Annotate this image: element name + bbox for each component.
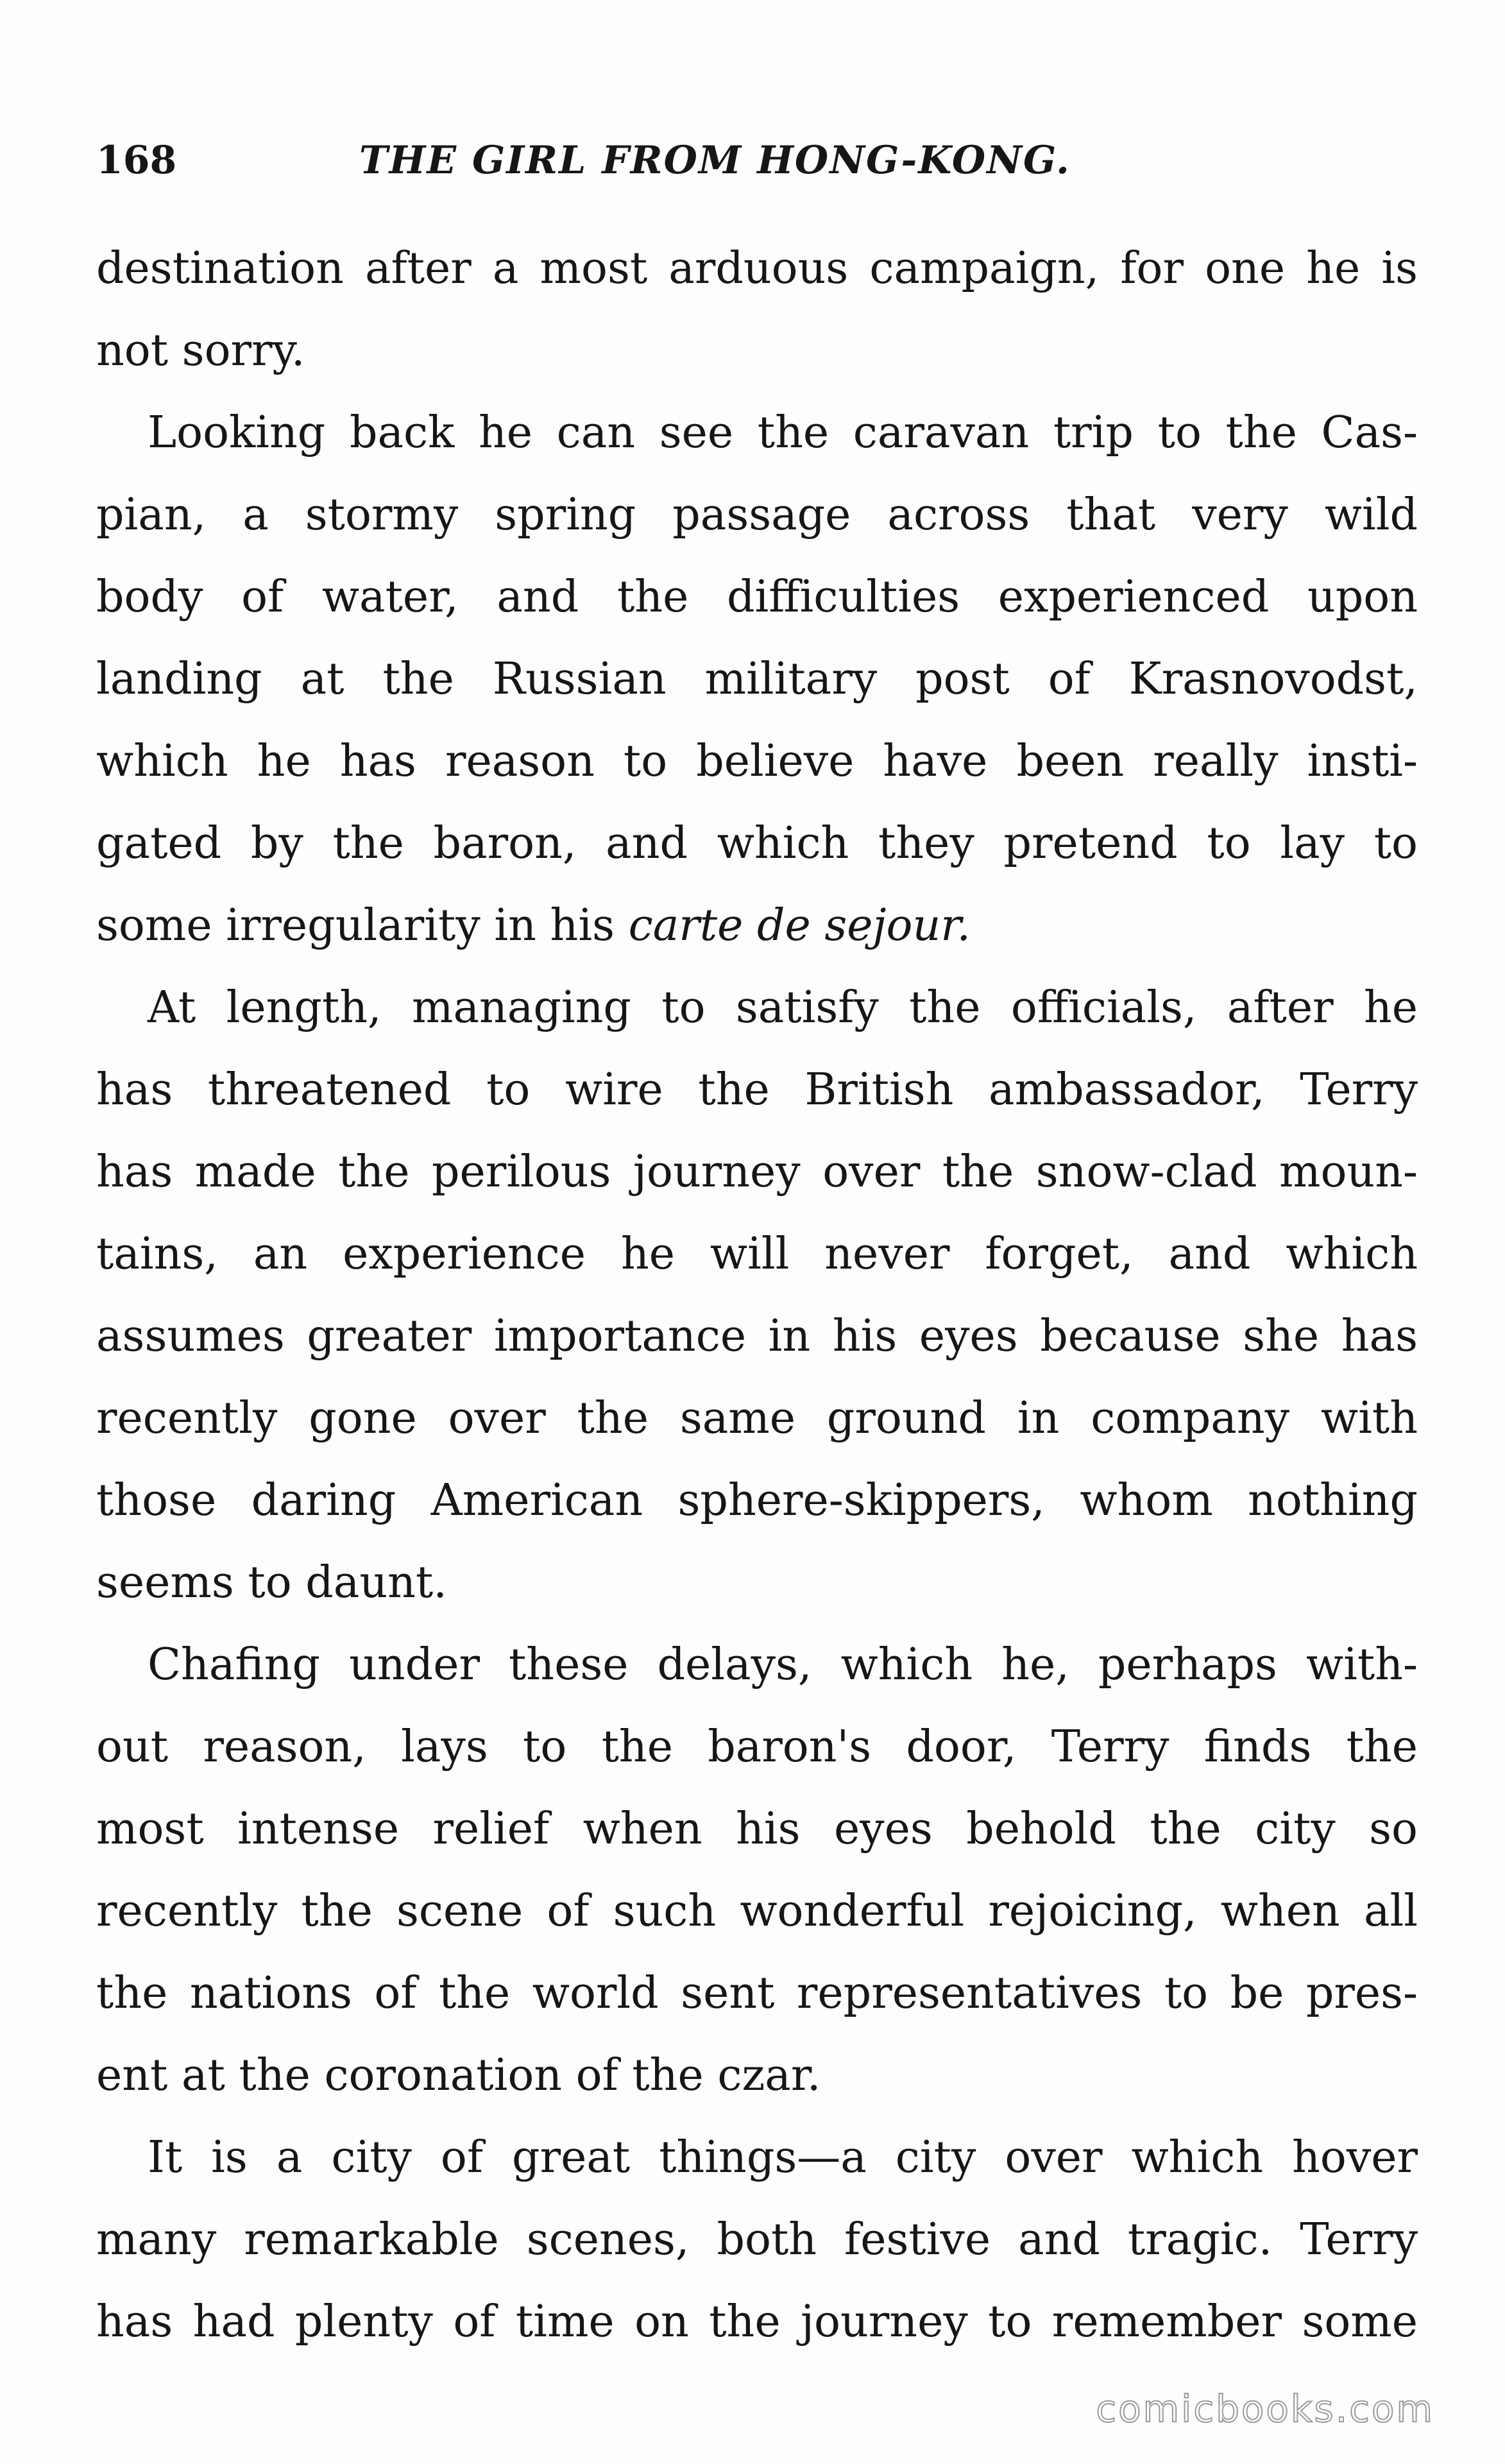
text-line: recently gone over the same ground in company with: [96, 1393, 1418, 1444]
running-head: [96, 132, 1418, 189]
text-line: body of water, and the difficulties experienced upon: [96, 572, 1418, 622]
text-line: ent at the coronation of the czar.: [96, 2050, 821, 2101]
text-line: [96, 885, 1418, 967]
body-text: [96, 228, 1418, 2363]
text-line: has made the perilous journey over the snow-clad moun-: [96, 1147, 1418, 1197]
text-line: those daring American sphere-skippers, whom nothing: [96, 1475, 1418, 1526]
text-segment: some irregularity in his: [96, 900, 629, 951]
text-line: At length, managing to satisfy the officials, after he: [148, 982, 1418, 1033]
italic-phrase: carte de sejour.: [628, 900, 971, 951]
text-line: has had plenty of time on the journey to remember some: [96, 2297, 1418, 2347]
text-line: tains, an experience he will never forget, and which: [96, 1229, 1418, 1279]
text-line: Chafing under these delays, which he, perhaps with-: [148, 1639, 1418, 1690]
text-line: has threatened to wire the British ambassador, Terry: [96, 1065, 1418, 1115]
text-line: gated by the baron, and which they pretend to lay to: [96, 818, 1418, 869]
text-line: out reason, lays to the baron's door, Terry finds the: [96, 1722, 1418, 1772]
text-line: most intense relief when his eyes behold the city so: [96, 1804, 1418, 1854]
text-line: the nations of the world sent representatives to be pres-: [96, 1968, 1418, 2019]
text-line: It is a city of great things—a city over which hover: [148, 2132, 1418, 2183]
text-line: recently the scene of such wonderful rejoicing, when all: [96, 1886, 1418, 1937]
text-line: which he has reason to believe have been really insti-: [96, 736, 1418, 787]
text-line: not sorry.: [96, 325, 305, 376]
text-line: many remarkable scenes, both festive and tragic. Terry: [96, 2214, 1418, 2265]
text-line: landing at the Russian military post of Krasnovodst,: [96, 654, 1418, 705]
page-number: 168: [96, 138, 177, 183]
text-line: Looking back he can see the caravan trip to the Cas-: [148, 407, 1418, 458]
text-line: seems to daunt.: [96, 1557, 447, 1608]
text-line: destination after a most arduous campaign, for one he is: [96, 243, 1418, 294]
text-line: assumes greater importance in his eyes because she has: [96, 1311, 1418, 1362]
running-title: THE GIRL FROM HONG-KONG.: [359, 138, 1071, 183]
watermark: comicbooks.com: [1096, 2387, 1434, 2431]
text-line: pian, a stormy spring passage across that very wild: [96, 490, 1418, 540]
